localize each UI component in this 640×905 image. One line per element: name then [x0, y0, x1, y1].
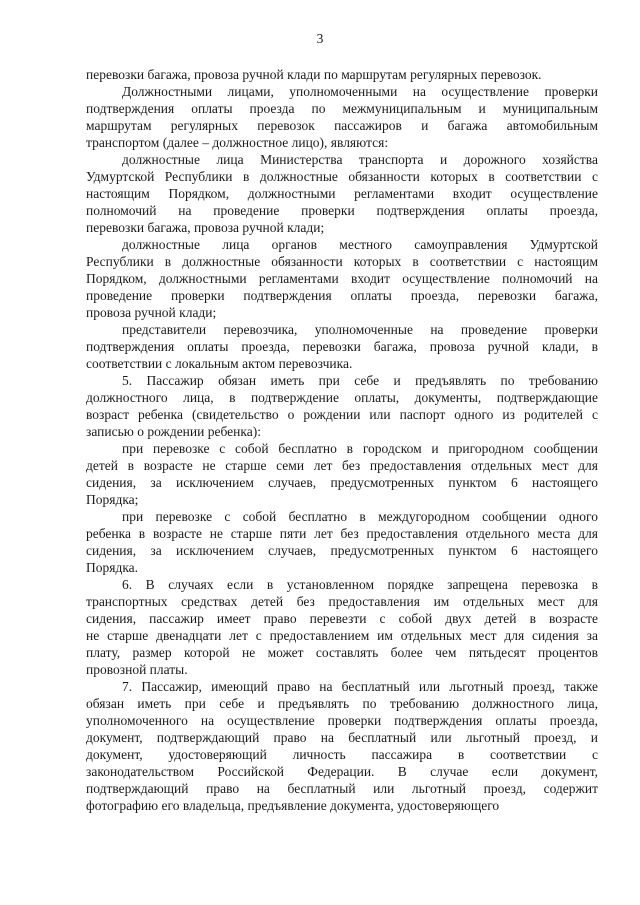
text-line: провоза ручной клади; [86, 305, 217, 320]
text-line: перевозки багажа, провоза ручной клади; [86, 220, 325, 235]
paragraph [86, 678, 598, 814]
text-line: подтверждающий право на бесплатный или льготный проезд, содержит [86, 781, 598, 796]
text-line: при перевозке с собой бесплатно в междугородном сообщении одного [122, 509, 598, 524]
text-line: документ, удостоверяющий личность пассажира в соответствии с [86, 747, 598, 762]
text-line: сидения, пассажир имеет право перевезти с собой двух детей в возрасте [86, 611, 598, 626]
text-line: Порядком, должностными регламентами входит осуществление полномочий на [86, 271, 598, 286]
text-line: перевозки багажа, провоза ручной клади по маршрутам регулярных перевозок. [86, 67, 542, 82]
paragraph [86, 372, 598, 440]
text-line: детей в возрасте не старше семи лет без предоставления отдельных мест для [86, 458, 598, 473]
text-line: должностные лица Министерства транспорта и дорожного хозяйства [122, 152, 598, 167]
text-line: настоящим Порядком, должностными регламентами входит осуществление [86, 186, 598, 201]
text-line: плату, размер которой не может составлять более чем пятьдесят процентов [86, 645, 598, 660]
text-line: законодательством Российской Федерации. В случае если документ, [86, 764, 598, 779]
text-line: фотографию его владельца, предъявление документа, удостоверяющего [86, 798, 500, 813]
paragraph [86, 440, 598, 508]
page-number: 3 [316, 31, 324, 46]
text-line: обязан иметь при себе и предъявлять по требованию должностного лица, [86, 696, 598, 711]
text-line: уполномоченного на осуществление проверки подтверждения оплаты проезда, [86, 713, 598, 728]
text-line: соответствии с локальным актом перевозчика. [86, 356, 353, 371]
text-line: 6. В случаях если в установленном порядке запрещена перевозка в [122, 577, 598, 592]
text-line: Порядка. [86, 560, 139, 575]
text-line: сидения, за исключением случаев, предусмотренных пунктом 6 настоящего [86, 543, 598, 558]
paragraph [86, 508, 598, 576]
text-line: не старше двенадцати лет с предоставлением им отдельных мест для сидения за [86, 628, 598, 643]
text-line: подтверждения оплаты проезда по межмуниципальным и муниципальным [86, 101, 598, 116]
text-line: ребенка в возрасте не старше пяти лет без предоставления отдельного места для [86, 526, 598, 541]
text-line: 5. Пассажир обязан иметь при себе и предъявлять по требованию [122, 373, 598, 388]
text-line: 7. Пассажир, имеющий право на бесплатный или льготный проезд, также [122, 679, 598, 694]
text-line: возраст ребенка (свидетельство о рождении или паспорт одного из родителей с [86, 407, 598, 422]
paragraph [86, 576, 598, 678]
text-line: Республики в должностные обязанности которых в соответствии с настоящим [86, 254, 598, 269]
text-line: должностные лица органов местного самоуправления Удмуртской [122, 237, 598, 252]
text-line: Должностными лицами, уполномоченными на осуществление проверки [122, 84, 598, 99]
text-line: сидения, за исключением случаев, предусмотренных пунктом 6 настоящего [86, 475, 598, 490]
text-line: документ, подтверждающий право на бесплатный или льготный проезд, и [86, 730, 598, 745]
text-line: при перевозке с собой бесплатно в городском и пригородном сообщении [122, 441, 598, 456]
paragraph [86, 151, 598, 236]
text-line: должностного лица, в подтверждение оплаты, документы, подтверждающие [86, 390, 598, 405]
text-line: провозной платы. [86, 662, 188, 677]
text-line: транспортных средствах детей без предоставления им отдельных мест для [86, 594, 598, 609]
text-line: представители перевозчика, уполномоченные на проведение проверки [122, 322, 598, 337]
paragraph [86, 236, 598, 321]
text-line: проведение проверки подтверждения оплаты проезда, перевозки багажа, [86, 288, 598, 303]
text-line: транспортом (далее – должностное лицо), являются: [86, 135, 389, 150]
paragraph [86, 83, 598, 151]
text-line: подтверждения оплаты проезда, перевозки багажа, провоза ручной клади, в [86, 339, 598, 354]
text-line: Порядка; [86, 492, 139, 507]
text-line: маршрутам регулярных перевозок пассажиров и багажа автомобильным [86, 118, 598, 133]
document-body [86, 66, 598, 814]
text-line: полномочий на проведение проверки подтверждения оплаты проезда, [86, 203, 598, 218]
paragraph [86, 321, 598, 372]
paragraph [86, 66, 598, 83]
text-line: записью о рождении ребенка): [86, 424, 261, 439]
text-line: Удмуртской Республики в должностные обязанности которых в соответствии с [86, 169, 598, 184]
